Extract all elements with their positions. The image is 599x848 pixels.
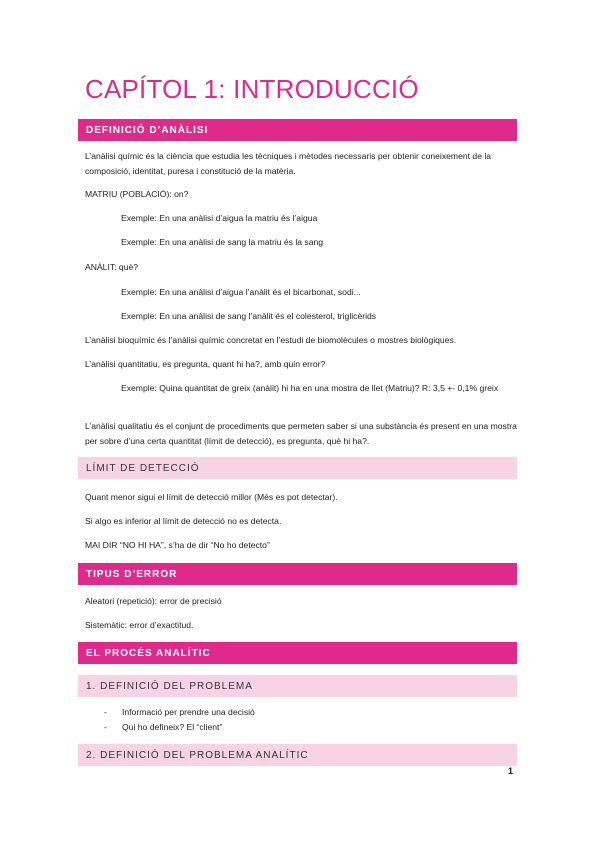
limit-line-2: Si algo es inferior al límit de detecció no es detecta. (85, 516, 282, 526)
list-item (104, 705, 255, 720)
list-item-text: Qui ho defineix? El “client” (122, 722, 223, 732)
page-title: CAPÍTOL 1: INTRODUCCIÓ (85, 74, 419, 104)
analit-label: ANÀLIT: què? (85, 262, 139, 272)
section-header-problema-1: 1. DEFINICIÓ DEL PROBLEMA (78, 675, 517, 697)
limit-line-3: MAI DIR “NO HI HA”, s’ha de dir “No ho detecto” (85, 540, 270, 550)
section-header-tipus-error: TIPUS D’ERROR (78, 563, 517, 585)
bioquimic-paragraph: L’anàlisi bioquímic és l’anàlisi químic concretat en l’estudi de biomolècules o mostres biològiques. (85, 335, 457, 345)
list-item (104, 720, 222, 735)
limit-line-1: Quant menor sigui el límit de detecció millor (Més es pot detectar). (85, 492, 338, 502)
example-matriu-aigua: Exemple: En una anàlisi d’aigua la matriu és l’aigua (121, 213, 318, 223)
error-sistematic: Sistemàtic: error d’exactitud. (85, 620, 194, 630)
bullet-dash: - (104, 722, 107, 732)
error-aleatori: Aleatori (repetició): error de precisió (85, 596, 222, 606)
example-analit-sang: Exemple: En una anàlisi de sang l’anàlit és el colesterol, triglicèrids (121, 311, 377, 321)
example-analit-aigua: Exemple: En una anàlisi d’aigua l’anàlit és el bicarbonat, sodi... (121, 287, 361, 297)
section-header-problema-2: 2. DEFINICIÓ DEL PROBLEMA ANALÍTIC (78, 744, 517, 766)
section-header-proces: EL PROCÉS ANALÍTIC (78, 642, 517, 664)
matriu-label: MATRIU (POBLACIÓ): on? (85, 189, 189, 199)
page-number: 1 (508, 766, 514, 776)
definition-paragraph: L’anàlisi químic és la ciència que estudia les tècniques i mètodes necessaris per obtenir coneixement de la composició, identitat, puresa i constitució de la matèria. (85, 151, 492, 176)
section-header-limit: LÍMIT DE DETECCIÓ (78, 457, 517, 479)
list-item-text: Informació per prendre una decisió (122, 707, 255, 717)
quantitatiu-paragraph: L’anàlisi quantitatiu, es pregunta, quant hi ha?, amb quin error? (85, 359, 326, 369)
bullet-dash: - (104, 707, 107, 717)
example-matriu-sang: Exemple: En una anàlisi de sang la matriu és la sang (121, 237, 324, 247)
qualitatiu-paragraph: L’anàlisi qualitatiu és el conjunt de procediments que permeten saber si una substància és present en una mostra per sobre d’una certa quantitat (límit de detecció), es pregunta, què hi ha?. (85, 421, 517, 446)
section-header-definicio: DEFINICIÓ D’ANÀLISI (78, 119, 517, 141)
example-greix: Exemple: Quina quantitat de greix (anàlit) hi ha en una mostra de llet (Matriu)? R: 3,5 +- 0,1% greix (121, 383, 499, 393)
